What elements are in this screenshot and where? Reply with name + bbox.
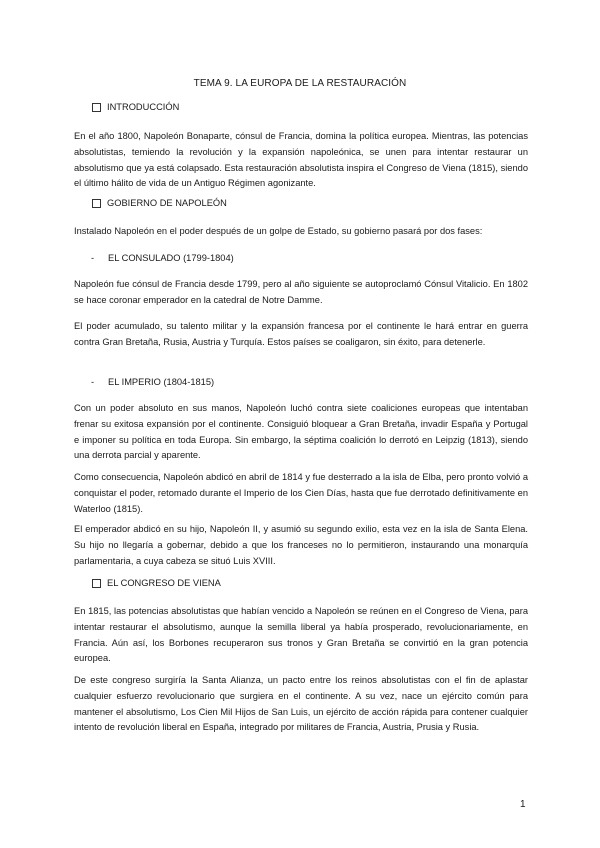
subheading-consulado — [91, 253, 234, 263]
page-title: TEMA 9. LA EUROPA DE LA RESTAURACIÓN — [193, 78, 407, 89]
section-heading-label: INTRODUCCIÓN — [107, 102, 180, 112]
page-number: 1 — [520, 799, 526, 810]
checkbox-square-icon — [92, 199, 101, 208]
paragraph: Con un poder absoluto en sus manos, Napoleón luchó contra siete coaliciones europeas que intentaban frenar su exitosa expansión por el continente. Consiguió bloquear a Gran Bretaña, invadir España y Portugal e imponer su política en toda Europa. Sin embargo, la séptima coalición lo derrotó en Leipzig (1813), siendo una derrota parcial y aparente. — [74, 403, 528, 461]
list-dash: - — [91, 253, 95, 263]
paragraph: De este congreso surgiría la Santa Alianza, un pacto entre los reinos absolutistas con el fin de aplastar cualquier esfuerzo revolucionario que surgiera en el continente. A su vez, nace un ejército común para mantener el absolutismo, Los Cien Mil Hijos de San Luis, un ejército de acción rápida para contener cualquier intento de revolución liberal en España, integrado por militares de Francia, Austria, Prusia y Rusia. — [74, 675, 528, 733]
section-heading-gobierno — [92, 198, 227, 208]
paragraph: Napoleón fue cónsul de Francia desde 1799, pero al año siguiente se autoproclamó Cónsul Vitalicio. En 1802 se hace coronar emperador en la catedral de Notre Damme. — [74, 279, 528, 305]
subheading-imperio — [91, 377, 214, 387]
paragraph: El emperador abdicó en su hijo, Napoleón II, y asumió su segundo exilio, esta vez en la isla de Santa Elena. Su hijo no llegaría a gobernar, debido a que los franceses no lo permitieron, instaurando una monarquía parlamentaria, a cuya cabeza se situó Luis XVIII. — [74, 524, 528, 566]
subheading-label: EL CONSULADO (1799-1804) — [108, 253, 234, 263]
paragraph: En 1815, las potencias absolutistas que habían vencido a Napoleón se reúnen en el Congreso de Viena, para intentar restaurar el absolutismo, aunque la semilla liberal ya había prosperado, revolucionariamente, en Francia. Aún así, los Borbones recuperaron sus tronos y Gran Bretaña se convirtió en la gran potencia europea. — [74, 606, 528, 664]
paragraph: Como consecuencia, Napoleón abdicó en abril de 1814 y fue desterrado a la isla de Elba, pero pronto volvió a conquistar el poder, retomado durante el Imperio de los Cien Días, hasta que fue derrotado definitivamente en Waterloo (1815). — [74, 472, 528, 514]
paragraph: Instalado Napoleón en el poder después de un golpe de Estado, su gobierno pasará por dos fases: — [74, 226, 483, 236]
paragraph: El poder acumulado, su talento militar y la expansión francesa por el continente le hará entrar en guerra contra Gran Bretaña, Rusia, Austria y Turquía. Estos países se coaligaron, sin éxito, para detenerle. — [74, 321, 528, 347]
list-dash: - — [91, 377, 95, 387]
section-heading-intro — [92, 102, 179, 112]
paragraph: En el año 1800, Napoleón Bonaparte, cónsul de Francia, domina la política europea. Mientras, las potencias absolutistas, temiendo la revolución y la expansión napoleónica, se unen para intentar restaurar un absolutismo que ya está colapsado. Esta restauración absolutista inspira el Congreso de Viena (1815), siendo el último hálito de vida de un Antiguo Régimen agonizante. — [74, 131, 528, 189]
checkbox-square-icon — [92, 103, 101, 112]
subheading-label: EL IMPERIO (1804-1815) — [108, 377, 215, 387]
section-heading-label: GOBIERNO DE NAPOLEÓN — [107, 198, 227, 208]
section-heading-label: EL CONGRESO DE VIENA — [107, 578, 221, 588]
checkbox-square-icon — [92, 579, 101, 588]
section-heading-congreso — [92, 578, 221, 588]
